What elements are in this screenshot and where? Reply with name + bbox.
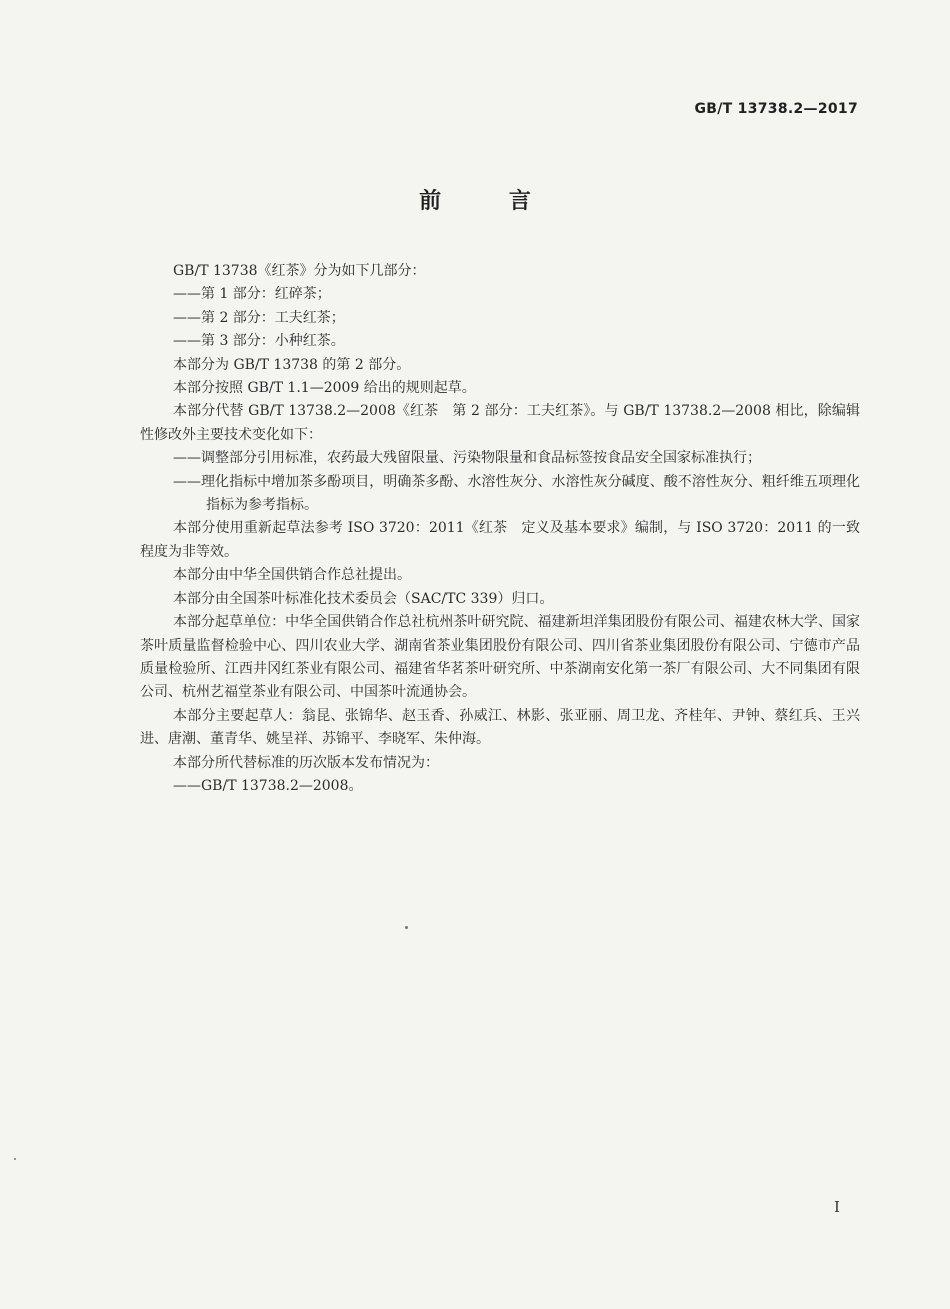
paragraph-under-jurisdiction: 本部分由全国茶叶标准化技术委员会（SAC/TC 339）归口。 bbox=[173, 590, 554, 607]
page-number: I bbox=[834, 1198, 840, 1216]
list-item-part-3: ——第 3 部分：小种红茶。 bbox=[173, 333, 345, 350]
list-item-change-2: ——理化指标中增加茶多酚项目，明确茶多酚、水溶性灰分、水溶性灰分碱度、酸不溶性灰分、粗纤维五项理化指标为参考指标。 bbox=[173, 473, 860, 514]
list-item-previous-edition: ——GB/T 13738.2—2008。 bbox=[173, 777, 363, 794]
paragraph-iso-reference: 本部分使用重新起草法参考 ISO 3720：2011《红茶 定义及基本要求》编制，与 ISO 3720：2011 的一致程度为非等效。 bbox=[140, 520, 860, 560]
paragraph-proposed-by: 本部分由中华全国供销合作总社提出。 bbox=[173, 567, 411, 584]
list-item-part-2: ——第 2 部分：工夫红茶； bbox=[173, 309, 345, 326]
page-title: 前 言 bbox=[419, 189, 561, 214]
foreword-body bbox=[140, 260, 860, 798]
paragraph-this-part: 本部分为 GB/T 13738 的第 2 部分。 bbox=[173, 356, 411, 373]
paragraph-replaces: 本部分代替 GB/T 13738.2—2008《红茶 第 2 部分：工夫红茶》。与 GB/T 13738.2—2008 相比，除编辑性修改外主要技术变化如下： bbox=[140, 403, 860, 443]
list-item-part-1: ——第 1 部分：红碎茶； bbox=[173, 286, 331, 303]
paragraph-drafters: 本部分主要起草人：翁昆、张锦华、赵玉香、孙威江、林影、张亚丽、周卫龙、齐桂年、尹钟、蔡红兵、王兴进、唐潮、董青华、姚呈祥、苏锦平、李晓军、朱仲海。 bbox=[140, 707, 860, 748]
paragraph-drafting-rules: 本部分按照 GB/T 1.1—2009 给出的规则起草。 bbox=[173, 380, 476, 397]
scan-speck bbox=[14, 1158, 16, 1160]
scan-speck bbox=[405, 926, 408, 929]
paragraph-parts-intro: GB/T 13738《红茶》分为如下几部分： bbox=[173, 263, 426, 279]
paragraph-drafting-units: 本部分起草单位：中华全国供销合作总社杭州茶叶研究院、福建新坦洋集团股份有限公司、福建农林大学、国家茶叶质量监督检验中心、四川农业大学、湖南省茶业集团股份有限公司、四川省茶业集团股份有限公司、宁德市产品质量检验所、江西井冈红茶业有限公司、福建省华茗茶叶研究所、中茶湖南安化第一茶厂有限公司、大不同集团有限公司、杭州艺福堂茶业有限公司、中国茶叶流通协会。 bbox=[140, 614, 860, 701]
paragraph-previous-editions: 本部分所代替标准的历次版本发布情况为： bbox=[173, 754, 439, 771]
standard-code: GB/T 13738.2—2017 bbox=[694, 101, 858, 117]
list-item-change-1: ——调整部分引用标准，农药最大残留限量、污染物限量和食品标签按食品安全国家标准执行； bbox=[173, 450, 761, 467]
